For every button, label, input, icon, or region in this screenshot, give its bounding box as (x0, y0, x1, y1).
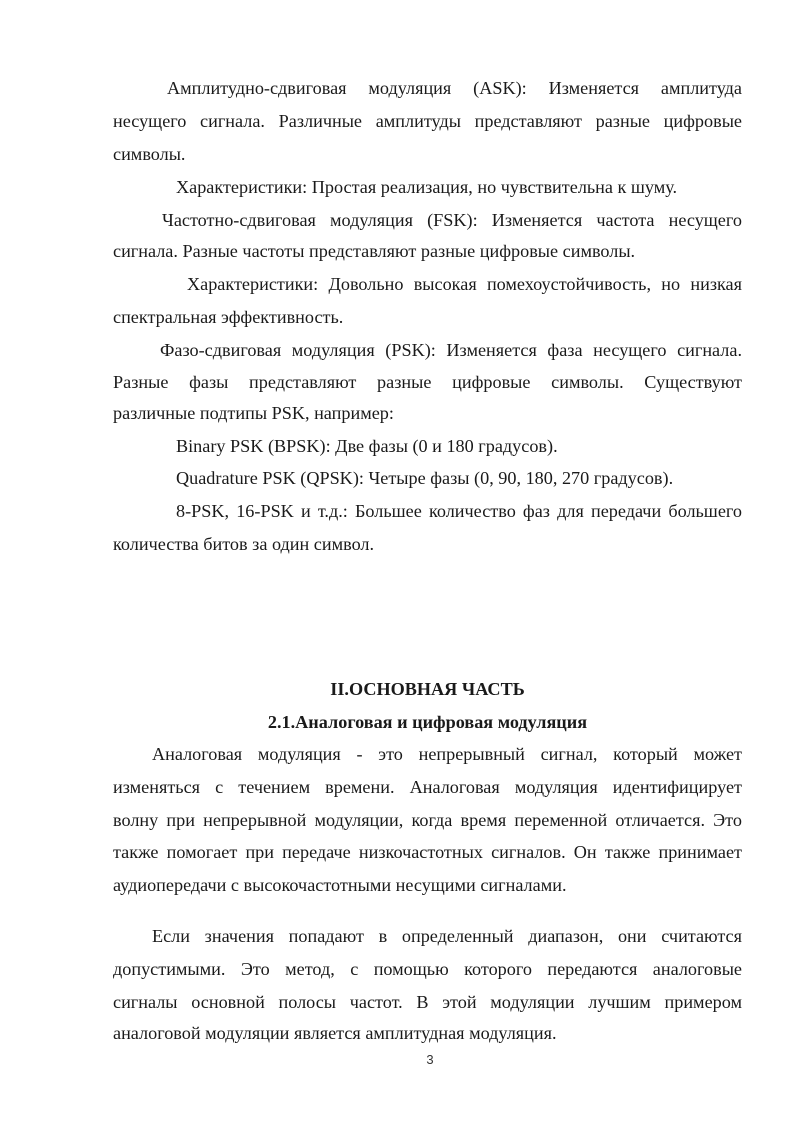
section-subtitle: 2.1.Аналоговая и цифровая модуляция (267, 712, 588, 732)
ask-line-2: несущего сигнала. Различные амплитуды представляют разные цифровые (113, 111, 742, 131)
ask-line-1: Амплитудно-сдвиговая модуляция (ASK): Изменяется амплитуда (167, 78, 742, 98)
fsk-line-2: сигнала. Разные частоты представляют разные цифровые символы. (113, 241, 636, 261)
body-p1-line-1: Аналоговая модуляция - это непрерывный сигнал, который может (152, 744, 742, 764)
body-p1-line-4: также помогает при передаче низкочастотных сигналов. Он также принимает (113, 842, 742, 862)
page-number: 3 (426, 1052, 434, 1067)
body-p2-line-4: аналоговой модуляции является амплитудная модуляция. (113, 1023, 557, 1043)
body-p1-line-5: аудиопередачи с высокочастотными несущими сигналами. (113, 875, 567, 895)
fsk-line-1: Частотно-сдвиговая модуляция (FSK): Изменяется частота несущего (162, 210, 742, 230)
section-title: II.ОСНОВНАЯ ЧАСТЬ (330, 679, 525, 699)
body-p2-line-3: сигналы основной полосы частот. В этой модуляции лучшим примером (113, 992, 742, 1012)
fsk-characteristics-line-1: Характеристики: Довольно высокая помехоустойчивость, но низкая (187, 274, 742, 294)
fsk-characteristics-line-2: спектральная эффективность. (113, 307, 344, 327)
psk-line-3: различные подтипы PSK, например: (113, 403, 394, 423)
mpsk-line-2: количества битов за один символ. (113, 534, 375, 554)
psk-line-1: Фазо-сдвиговая модуляция (PSK): Изменяется фаза несущего сигнала. (160, 340, 742, 360)
body-p2-line-2: допустимыми. Это метод, с помощью которого передаются аналоговые (113, 959, 742, 979)
ask-characteristics: Характеристики: Простая реализация, но чувствительна к шуму. (176, 177, 678, 197)
ask-line-3: символы. (113, 144, 186, 164)
body-p1-line-3: волну при непрерывной модуляции, когда время переменной отличается. Это (113, 810, 742, 830)
qpsk-item: Quadrature PSK (QPSK): Четыре фазы (0, 90, 180, 270 градусов). (176, 468, 674, 488)
mpsk-line-1: 8-PSK, 16-PSK и т.д.: Большее количество фаз для передачи большего (176, 501, 742, 521)
psk-line-2: Разные фазы представляют разные цифровые символы. Существуют (113, 372, 742, 392)
bpsk-item: Binary PSK (BPSK): Две фазы (0 и 180 градусов). (176, 436, 558, 456)
body-p1-line-2: изменяться с течением времени. Аналоговая модуляция идентифицирует (113, 777, 742, 797)
body-p2-line-1: Если значения попадают в определенный диапазон, они считаются (152, 926, 742, 946)
